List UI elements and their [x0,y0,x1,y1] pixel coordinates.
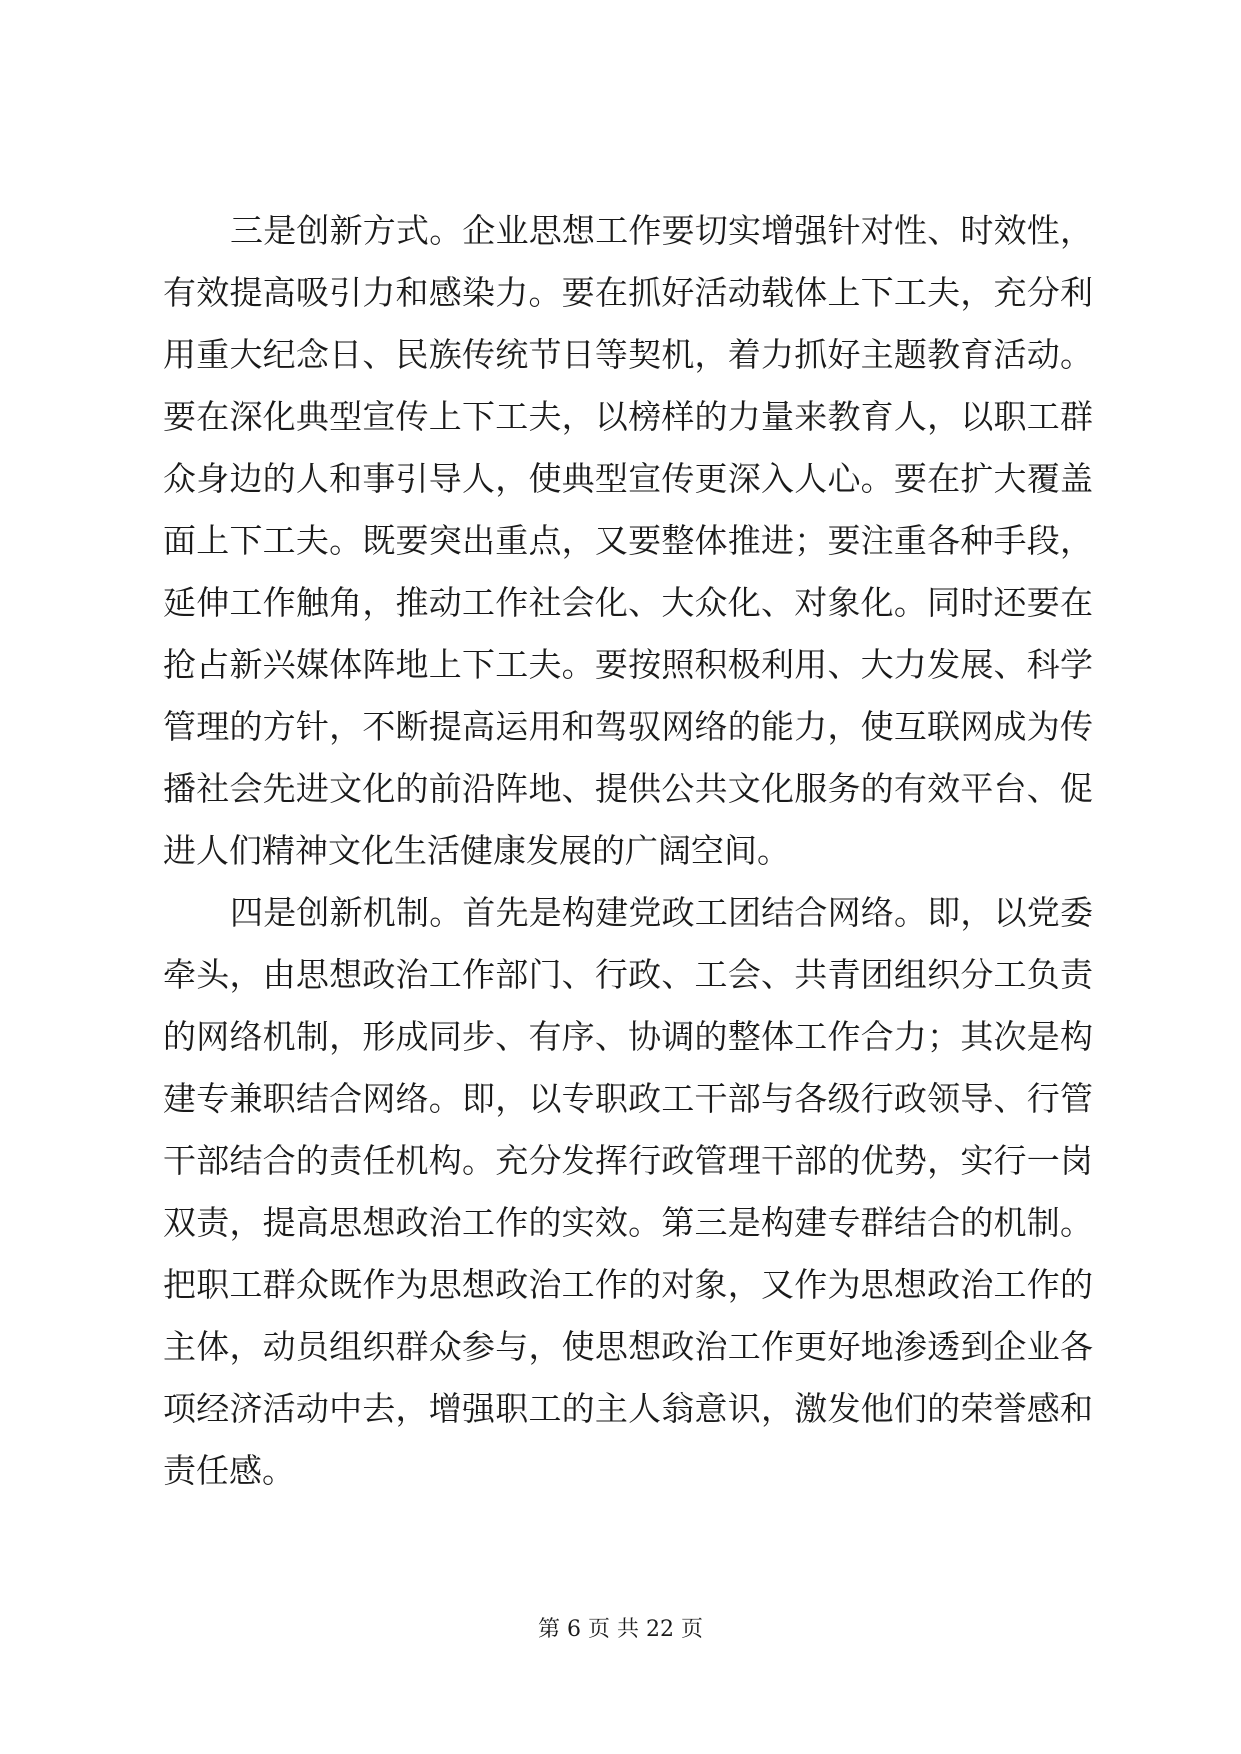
text-line: 抢占新兴媒体阵地上下工夫。要按照积极利用、大力发展、科学 [163,645,1093,684]
text-line: 众身边的人和事引导人，使典型宣传更深入人心。要在扩大覆盖 [163,459,1093,498]
text-line: 责任感。 [163,1451,295,1490]
text-line: 的网络机制，形成同步、有序、协调的整体工作合力；其次是构 [163,1017,1093,1056]
text-line: 面上下工夫。既要突出重点，又要整体推进；要注重各种手段， [163,521,1093,560]
text-line: 播社会先进文化的前沿阵地、提供公共文化服务的有效平台、促 [163,769,1093,808]
text-line: 建专兼职结合网络。即，以专职政工干部与各级行政领导、行管 [163,1079,1093,1118]
text-line: 有效提高吸引力和感染力。要在抓好活动载体上下工夫，充分利 [163,273,1093,312]
page-number-footer: 第 6 页 共 22 页 [538,1617,703,1642]
text-line: 三是创新方式。企业思想工作要切实增强针对性、时效性， [230,211,1093,250]
text-line: 延伸工作触角，推动工作社会化、大众化、对象化。同时还要在 [163,583,1093,622]
text-line: 牵头，由思想政治工作部门、行政、工会、共青团组织分工负责 [163,955,1093,994]
text-line: 干部结合的责任机构。充分发挥行政管理干部的优势，实行一岗 [163,1141,1093,1180]
text-line: 要在深化典型宣传上下工夫，以榜样的力量来教育人，以职工群 [163,397,1093,436]
text-line: 用重大纪念日、民族传统节日等契机，着力抓好主题教育活动。 [163,335,1093,374]
text-line: 进人们精神文化生活健康发展的广阔空间。 [163,831,790,870]
text-line: 项经济活动中去，增强职工的主人翁意识，激发他们的荣誉感和 [163,1389,1093,1428]
text-line: 双责，提高思想政治工作的实效。第三是构建专群结合的机制。 [163,1203,1093,1242]
text-line: 管理的方针，不断提高运用和驾驭网络的能力，使互联网成为传 [163,707,1093,746]
text-line: 四是创新机制。首先是构建党政工团结合网络。即，以党委 [230,893,1093,932]
text-line: 把职工群众既作为思想政治工作的对象，又作为思想政治工作的 [163,1265,1093,1304]
text-line: 主体，动员组织群众参与，使思想政治工作更好地渗透到企业各 [163,1327,1093,1366]
